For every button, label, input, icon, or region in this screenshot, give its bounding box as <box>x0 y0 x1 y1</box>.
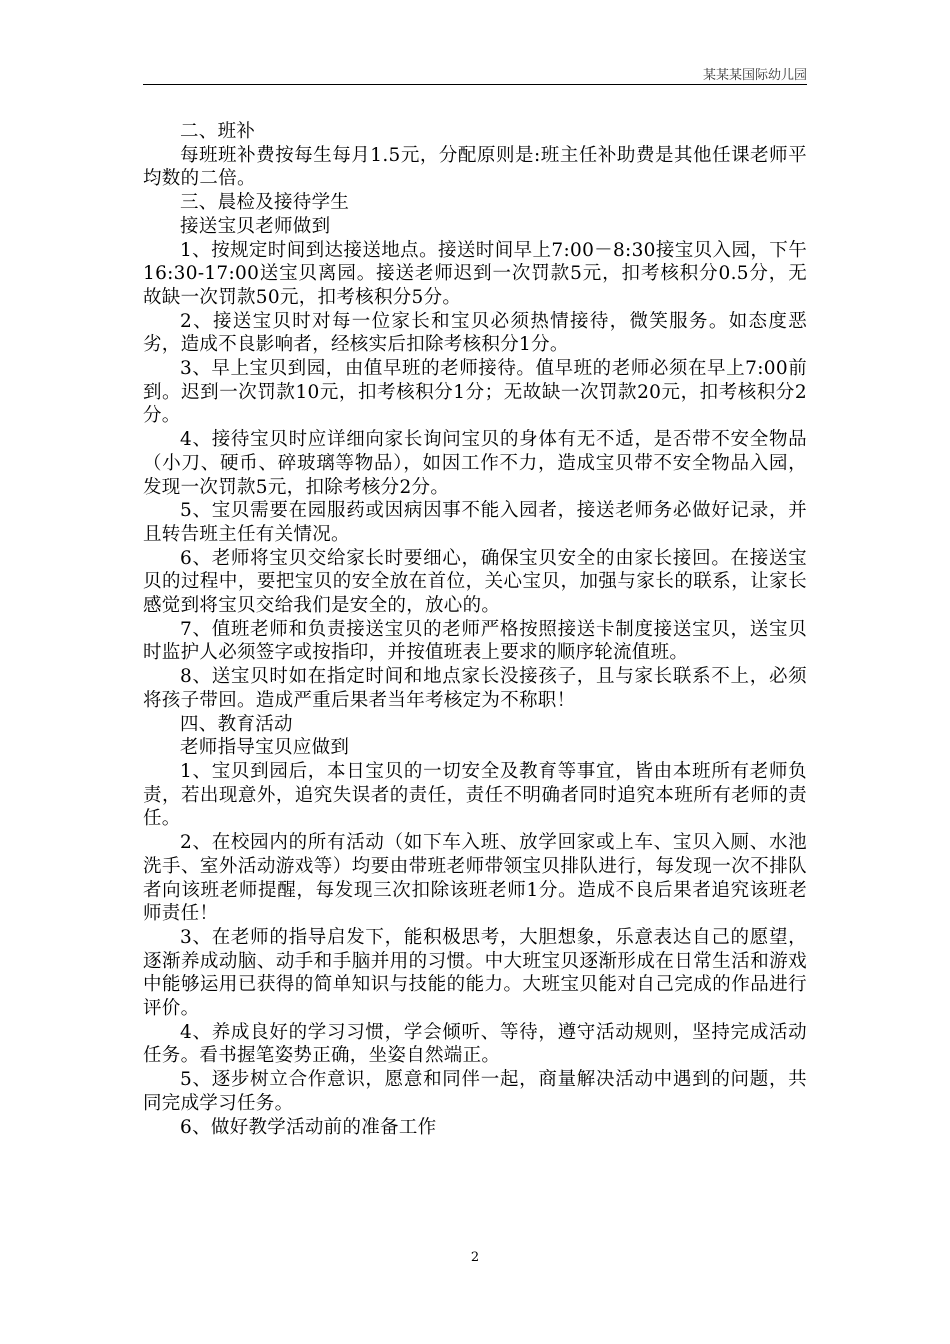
paragraph: 每班班补费按每生每月1.5元，分配原则是:班主任补助费是其他任课老师平均数的二倍。 <box>143 144 807 190</box>
paragraph: 4、接待宝贝时应详细向家长询问宝贝的身体有无不适，是否带不安全物品（小刀、硬币、碎玻璃等物品），如因工作不力，造成宝贝带不安全物品入园，发现一次罚款5元，扣除考核分2分。 <box>143 429 807 498</box>
paragraph: 接送宝贝老师做到 <box>180 215 331 237</box>
paragraph: 5、逐步树立合作意识，愿意和同伴一起，商量解决活动中遇到的问题，共同完成学习任务。 <box>143 1069 807 1114</box>
paragraph: 2、在校园内的所有活动（如下车入班、放学回家或上车、宝贝入厕、水池洗手、室外活动游戏等）均要由带班老师带领宝贝排队进行，每发现一次不排队者向该班老师提醒，每发现三次扣除该班老师1分。造成不良后果者追究该班老师责任！ <box>143 832 807 925</box>
paragraph: 7、值班老师和负责接送宝贝的老师严格按照接送卡制度接送宝贝，送宝贝时监护人必须签字或按指印，并按值班表上要求的顺序轮流值班。 <box>143 618 807 664</box>
header-divider <box>143 84 807 85</box>
paragraph: 四、教育活动 <box>180 713 293 735</box>
paragraph: 老师指导宝贝应做到 <box>180 737 350 759</box>
paragraph: 5、宝贝需要在园服药或因病因事不能入园者，接送老师务必做好记录，并且转告班主任有关情况。 <box>143 500 807 545</box>
paragraph: 3、早上宝贝到园，由值早班的老师接待。值早班的老师必须在早上7:00前到。迟到一次罚款10元，扣考核积分1分；无故缺一次罚款20元，扣考核积分2分。 <box>143 358 807 427</box>
paragraph: 2、接送宝贝时对每一位家长和宝贝必须热情接待，微笑服务。如态度恶劣，造成不良影响者，经核实后扣除考核积分1分。 <box>143 310 807 356</box>
paragraph: 6、老师将宝贝交给家长时要细心，确保宝贝安全的由家长接回。在接送宝贝的过程中，要把宝贝的安全放在首位，关心宝贝，加强与家长的联系，让家长感觉到将宝贝交给我们是安全的，放心的。 <box>143 547 807 617</box>
paragraph: 二、班补 <box>180 121 256 142</box>
paragraph: 1、宝贝到园后，本日宝贝的一切安全及教育等事宜，皆由本班所有老师负责，若出现意外，追究失误者的责任，责任不明确者同时追究本班所有老师的责任。 <box>143 760 807 830</box>
paragraph: 8、送宝贝时如在指定时间和地点家长没接孩子，且与家长联系不上，必须将孩子带回。造成严重后果者当年考核定为不称职！ <box>143 666 807 711</box>
paragraph: 1、按规定时间到达接送地点。接送时间早上7:00－8:30接宝贝入园，下午16:30-17:00送宝贝离园。接送老师迟到一次罚款5元，扣考核积分0.5分，无故缺一次罚款50元，扣考核积分5分。 <box>143 239 807 308</box>
document-body <box>143 120 807 1139</box>
paragraph: 三、晨检及接待学生 <box>180 192 350 214</box>
page-header-title: 某某某国际幼儿园 <box>702 68 807 83</box>
paragraph: 6、做好教学活动前的准备工作 <box>180 1116 437 1138</box>
page-number: 2 <box>470 1250 480 1265</box>
paragraph: 4、养成良好的学习习惯，学会倾听、等待，遵守活动规则，坚持完成活动任务。看书握笔姿势正确，坐姿自然端正。 <box>143 1021 807 1067</box>
paragraph: 3、在老师的指导启发下，能积极思考，大胆想象，乐意表达自己的愿望，逐渐养成动脑、动手和手脑并用的习惯。中大班宝贝逐渐形成在日常生活和游戏中能够运用已获得的简单知识与技能的能力。大班宝贝能对自己完成的作品进行评价。 <box>143 926 807 1020</box>
